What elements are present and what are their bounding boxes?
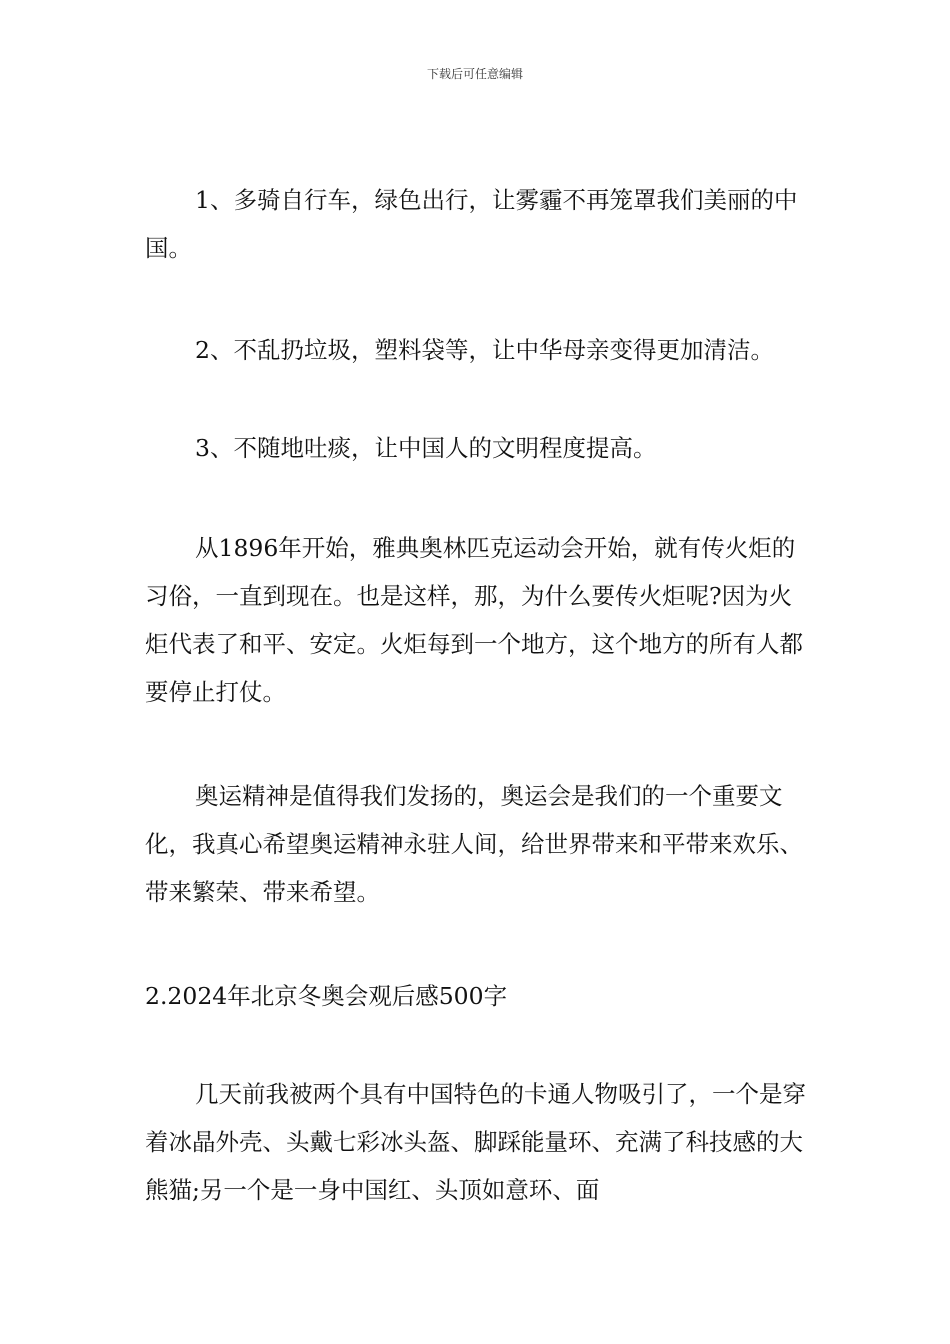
page-header: 下载后可任意编辑: [426, 67, 523, 81]
paragraph-item-1: 1、多骑自行车，绿色出行，让雾霾不再笼罩我们美丽的中国。: [145, 186, 798, 262]
paragraph-torch: 从1896年开始，雅典奥林匹克运动会开始，就有传火炬的习俗，一直到现在。也是这样，那，为什么要传火炬呢?因为火炬代表了和平、安定。火炬每到一个地方，这个地方的所有人都要停止打仗。: [145, 534, 803, 706]
paragraph-item-2: 2、不乱扔垃圾，塑料袋等，让中华母亲变得更加清洁。: [195, 336, 774, 364]
section-heading: 2.2024年北京冬奥会观后感500字: [145, 982, 508, 1010]
paragraph-mascots: 几天前我被两个具有中国特色的卡通人物吸引了，一个是穿着冰晶外壳、头戴七彩冰头盔、脚踩能量环、充满了科技感的大熊猫;另一个是一身中国红、头顶如意环、面: [145, 1080, 806, 1204]
paragraph-olympic-spirit: 奥运精神是值得我们发扬的，奥运会是我们的一个重要文化，我真心希望奥运精神永驻人间，给世界带来和平带来欢乐、带来繁荣、带来希望。: [145, 782, 803, 906]
paragraph-item-3: 3、不随地吐痰，让中国人的文明程度提高。: [195, 434, 657, 462]
